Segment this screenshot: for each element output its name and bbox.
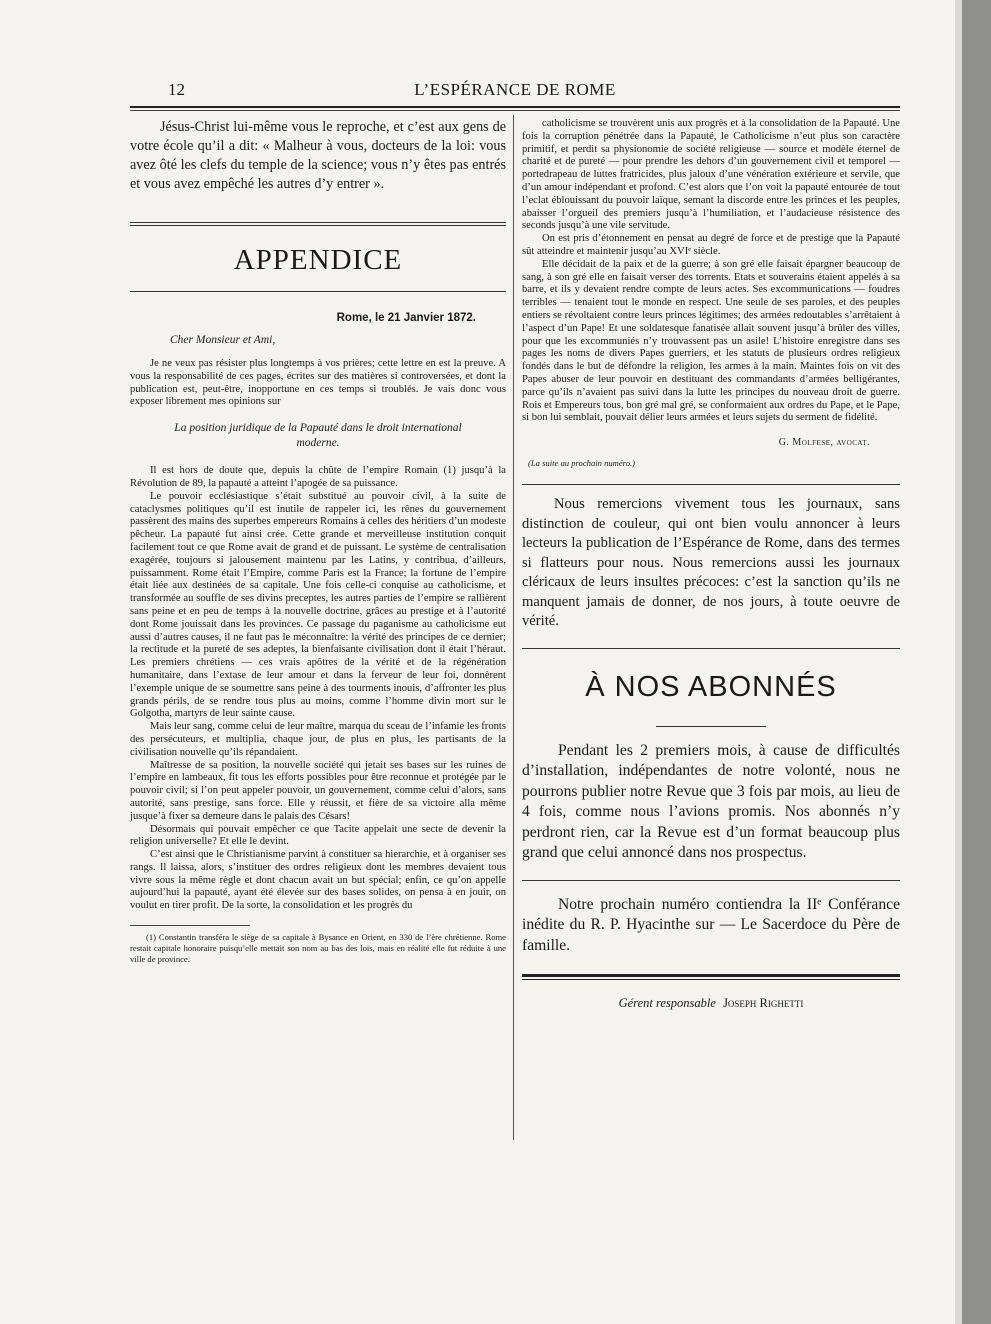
article-paragraph: Maîtresse de sa position, la nouvelle société qui jetait ses bases sur les ruines de l’empire en lambeaux, fit tous les efforts possibles pour être reconnue et protégée par le pouvoir civil; si l’on peut appeler pouvoir, un gouvernement, comme celui d’alors, sans autorité, sans prestige, sans force. Elle y réussit, et fière de sa victoire alla même jusque’à fixer sa demeure dans le palais des Césars! bbox=[130, 759, 506, 822]
section-rule bbox=[522, 648, 900, 649]
topic-heading: La position juridique de la Papauté dans le droit international moderne. bbox=[174, 422, 462, 450]
right-column bbox=[522, 118, 900, 1011]
left-column bbox=[130, 118, 506, 965]
managing-editor-line bbox=[522, 996, 900, 1011]
article-paragraph: Désormais qui pouvait empêcher ce que Tacite appelait une secte de devenir la religion universelle? Et elle le devint. bbox=[130, 823, 506, 848]
lead-paragraph: Jésus-Christ lui-même vous le reproche, et c’est aux gens de votre école qu’il a dit: « Malheur à vous, docteurs de la loi: vous avez ôté les clefs du temple de la science; vous n’y êtes pas entrés et vous avez empêché les autres d’y entrer ». bbox=[130, 119, 506, 192]
dateline: Rome, le 21 Janvier 1872. bbox=[336, 312, 476, 324]
salutation: Cher Monsieur et Ami, bbox=[170, 334, 276, 346]
subscribers-title: À NOS ABONNÉS bbox=[585, 670, 837, 703]
author-name: G. Molfese, bbox=[778, 437, 834, 449]
footnote: (1) Constantin transféra le siège de sa capitale à Bysance en Orient, en 330 de l’ère chrétienne. Rome restait capitale honoraire puisqu’elle mettait son nom au bas des lois, mais en réalité elle fut réduite à une ville de province. bbox=[130, 932, 506, 965]
intro-paragraph: Je ne veux pas résister plus longtemps à vos prières; cette lettre en est la preuve. A vous la responsabilité de ces pages, écrites sur des matières si controversées, et dont la publication est, peut-être, inopportune en ces temps si troublés. Je vais donc vous exposer librement mes opinions sur bbox=[130, 358, 506, 408]
thanks-notice: Nous remercions vivement tous les journaux, sans distinction de couleur, qui ont bien voulu annoncer à leurs lecteurs la publication de l’Espérance de Rome, dans des termes si flatteurs pour nous. Nous remercions aussi les journaux cléricaux de leurs insultes précoces: c’est la sanction qu’ils ne manquent jamais de donner, de nos jours, à toute oeuvre de vérité. bbox=[522, 496, 900, 630]
title-underline bbox=[656, 726, 766, 727]
next-issue-notice: Notre prochain numéro contiendra la IIᵉ Conférance inédite du R. P. Hyacinthe sur — Le Sacerdoce du Père de famille. bbox=[522, 895, 900, 954]
author-signature bbox=[522, 437, 870, 448]
scan-border bbox=[962, 0, 991, 1324]
article-paragraph: Elle décidait de la paix et de la guerre; à son gré elle faisait épargner beaucoup de sang, à son gré elle en faisait verser des torrents. Etats et souverains étaient appelés à sa barre, et ils y devaient rendre compte de leurs actes. Ses excommunications — foudres terribles — tenaient tout le monde en respect. Une seule de ses paroles, et des peuples entiers se révoltaient contre leurs princes légitimes; des armées redoutables s’arrêtaient à l’aspect d’un Pape! Et une soldatesque fanatisée allait souvent jusqu’à brûler des villes, pour que les excommuniés n’y trouvassent pas un asile! L’histoire enregistre dans ses pages les noms de divers Papes guerriers, et les statuts de plusieurs ordres religieux fondés dans le but de défondre la religion, les armes à la main. Maintes fois on vit des Papes abuser de leur pouvoir en destituant des commandants d’armées belligérantes, parce qu’ils n’avaient pas suivi dans la lutte les principes du nouveau droit de guerre. Rois et Empereurs tous, bon gré mal gré, se conformaient aux ordres du Pape, et le Pape, si bon lui semblait, pouvait délier leurs armées et leurs sujets du serment de fidélité. bbox=[522, 258, 900, 424]
editor-name: Joseph Righetti bbox=[723, 996, 804, 1011]
closing-rule bbox=[522, 974, 900, 977]
page-number: 12 bbox=[168, 80, 185, 99]
journal-title: L’ESPÉRANCE DE ROME bbox=[414, 80, 616, 99]
article-paragraph: Mais leur sang, comme celui de leur maître, marqua du sceau de l’infamie les fronts des persécuteurs, et multiplia, chaque jour, de plus en plus, les partisants de la civilisation nouvelle qu’ils répandaient. bbox=[130, 721, 506, 758]
closing-rule-thin bbox=[522, 979, 900, 980]
footnote-rule bbox=[130, 925, 250, 926]
article-paragraph: catholicisme se trouvèrent unis aux progrès et à la consolidation de la Papauté. Une fois la corruption pénétrée dans la Papauté, le Catholicisme n’eut plus son caractère primitif, et perdit sa physionomie de société religieuse — source et modèle éternel de charité et de pureté — pour prendre les dehors d’un gouvernement civil et temporel — portedrapeau de luttes fratricides, plus jaloux d’une vénération extérieure et servile, que d’un amour indépendant et profond. C’est alors que l’on voit la papauté entourée de tout l’eclat éblouissant du pouvoir laïque, semant la discorde entre les princes et les peuples, abaisser l’orgueil des premiers jusqu’à l’humiliation, et l’audacieuse résistence des seconds jusqu’à une vile servitude. bbox=[522, 118, 900, 232]
section-rule bbox=[522, 484, 900, 485]
article-paragraph: C’est ainsi que le Christianisme parvint à constituer sa hierarchie, et à organiser ses rangs. Il laissa, alors, s’instituer des ordres religieux dont les membres devaient tous vivre sous la même règle et dont chacun avait un but spécial; enfin, ce qu’on appelle aujourd’hui la papauté, ayant été élevée sur des bases solides, on pensa à en jouir, on voulut en tirer profit. De la sorte, la consolidation et les progrès du bbox=[130, 849, 506, 912]
article-paragraph: On est pris d’étonnement en pensat au degré de force et de prestige que la Papauté sût atteindre et maintenir jusqu’au XVIᵉ siècle. bbox=[522, 233, 900, 257]
article-paragraph: Il est hors de doute que, depuis la chûte de l’empire Romain (1) jusqu’à la Révolution de 89, la papauté a atteint l’apogée de sa puissance. bbox=[130, 465, 506, 489]
editor-label: Gérent responsable bbox=[618, 996, 716, 1011]
section-rule bbox=[522, 880, 900, 881]
appendix-title: APPENDICE bbox=[233, 244, 403, 276]
title-rule bbox=[130, 291, 506, 292]
header-rule bbox=[130, 106, 900, 108]
header-rule-thin bbox=[130, 110, 900, 111]
page-edge-shadow bbox=[955, 0, 962, 1324]
page-header bbox=[130, 80, 900, 106]
column-divider bbox=[513, 115, 514, 1140]
author-title: avocat. bbox=[836, 437, 870, 449]
subscribers-notice: Pendant les 2 premiers mois, à cause de difficultés d’installation, indépendantes de notre volonté, nous ne pourrons publier notre Revue que 3 fois par mois, au lieu de 4 fois, comme nous l’avions promis. Nos abonnés n’y perdront rien, car la Revue est d’un format beaucoup plus grand que celui annoncé dans nos prospectus. bbox=[522, 741, 900, 862]
section-rule bbox=[130, 222, 506, 226]
article-paragraph: Le pouvoir ecclésiastique s’était substitué au pouvoir civil, à la suite de cataclysmes politiques qu’il est inutile de rappeler ici, les rênes du gouvernement passèrent des mains des superbes empereurs Romains à celles des héritiers d’un modeste pêcheur. La papauté fut ainsi crée. Cette grande et merveilleuse institution conquit facilement tout ce que Rome avait de grand et de puissant. Le système de centralisation exagérée, toujours si jalousement maintenu par les Latins, y contribua, d’ailleurs, puissamment. Rome était l’Empire, comme Paris est la France; la fortune de l’empire était liée aux destinées de sa capitale. Une fois celle-ci conquise au catholicisme, et transformée au souffle de ses divins preceptes, les autres parties de l’empire se rallièrent sans peine et en peu de temps à la nouvelle doctrine, grâces au prestige et à l’autorité dont Rome jouissait dans les provinces. Ce passage du paganisme au catholicisme eut aussi d’autres causes, il ne faut pas le méconnaître: la vérité des principes de ce dernier; la rectitude et la pureté de ses adeptes, la bienfaisante civilisation dont il était l’héraut. Les premiers chrétiens — ces vrais apôtres de la vérité et de la régénération humanitaire, dans l’extase de leur amour et dans la ferveur de leur foi, donnèrent l’exemple unique de se soumettre sans peine à des tourments inouis, d’affronter les plus grands périls, de se rendre tous plus au moins, comme l’homme divin mort sur le Golgotha, martyrs de leur sainte cause. bbox=[130, 490, 506, 720]
continued-note: (La suite au prochain numéro.) bbox=[528, 458, 636, 469]
